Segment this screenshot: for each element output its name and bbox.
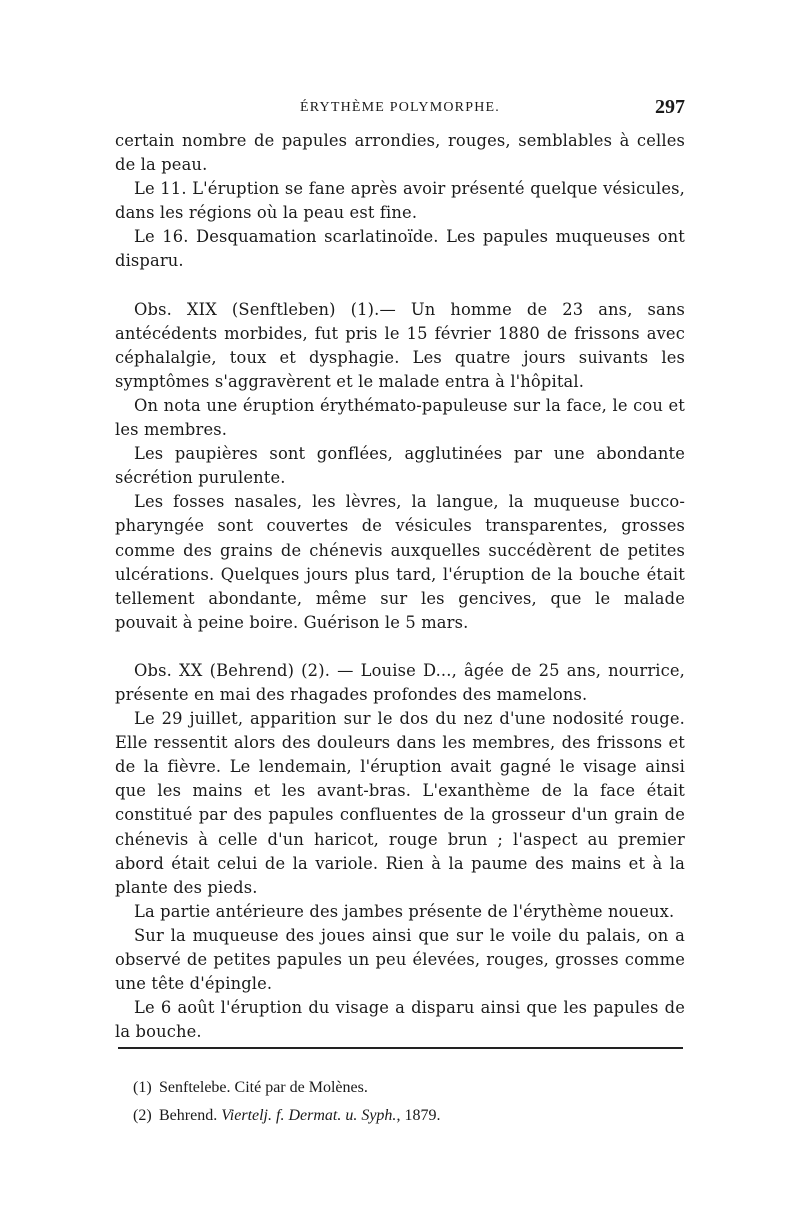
paragraph-obs-19: Obs. XIX (Senftleben) (1).— Un homme de 23 ans, sans antécédents morbides, fut pris le 15 février 1880 de frissons avec céphalalgie, toux et dysphagie. Les quatre jours suivants les symptômes s'aggravèrent et le malade entra à l'hôpital. — [115, 299, 685, 391]
page-number: 297 — [655, 96, 685, 118]
paragraph-cheeks: Sur la muqueuse des joues ainsi que sur le voile du palais, on a observé de petites papules un peu élevées, rouges, grosses comme une tête d'épingle. — [115, 925, 685, 994]
footnote-2-author: Behrend. — [159, 1107, 222, 1124]
footnotes — [133, 1074, 673, 1130]
paragraph-mucosa: Les fosses nasales, les lèvres, la langue, la muqueuse bucco-pharyngée sont couvertes de vésicules transparentes, grosses comme des grains de chénevis auxquelles succédèrent de petites ulcérations. Quelques jours plus tard, l'éruption de la bouche était tellement abondante, même sur les gencives, que le malade pouvait à peine boire. Guérison le 5 mars. — [115, 492, 685, 632]
paragraph-august-6: Le 6 août l'éruption du visage a disparu ainsi que les papules de la bouche. — [115, 998, 685, 1042]
paragraph-day-11: Le 11. L'éruption se fane après avoir présenté quelque vésicules, dans les régions où la peau est fine. — [115, 179, 685, 223]
paragraph-continuation: certain nombre de papules arrondies, rouges, semblables à celles de la peau. — [115, 131, 685, 175]
footnote-2-journal: Viertelj. f. Dermat. u. Syph. — [221, 1107, 397, 1124]
footnote-1-text: Senftelebe. Cité par de Molènes. — [159, 1079, 368, 1096]
footnote-2-year: , 1879. — [396, 1107, 441, 1124]
paragraph-day-16: Le 16. Desquamation scarlatinoïde. Les papules muqueuses ont disparu. — [115, 227, 685, 271]
footnote-1-number: (1) — [133, 1079, 152, 1096]
running-header — [115, 96, 685, 120]
running-title: ÉRYTHÈME POLYMORPHE. — [300, 100, 500, 115]
paragraph-legs: La partie antérieure des jambes présente de l'érythème noueux. — [134, 901, 675, 921]
footnote-divider — [118, 1047, 683, 1049]
paragraph-obs-20: Obs. XX (Behrend) (2). — Louise D..., âgée de 25 ans, nourrice, présente en mai des rhagades profondes des mamelons. — [115, 660, 685, 704]
body-text — [115, 129, 685, 1044]
footnote-2-number: (2) — [133, 1107, 152, 1124]
paragraph-eruption: On nota une éruption érythémato-papuleuse sur la face, le cou et les membres. — [115, 395, 685, 440]
footnote-1 — [133, 1074, 673, 1102]
footnote-2 — [133, 1102, 673, 1130]
paragraph-july-29: Le 29 juillet, apparition sur le dos du nez d'une nodosité rouge. Elle ressentit alors des douleurs dans les membres, des frissons et de la fièvre. Le lendemain, l'éruption avait gagné le visage ainsi que les mains et les avant-bras. L'exanthème de la face était constitué par des papules confluentes de la grosseur d'un grain de chénevis à celle d'un haricot, rouge brun ; l'aspect au premier abord était celui de la variole. Rien à la paume des mains et à la plante des pieds. — [115, 709, 685, 897]
paragraph-eyelids: Les paupières sont gonflées, agglutinées par une abondante sécrétion purulente. — [115, 444, 685, 488]
